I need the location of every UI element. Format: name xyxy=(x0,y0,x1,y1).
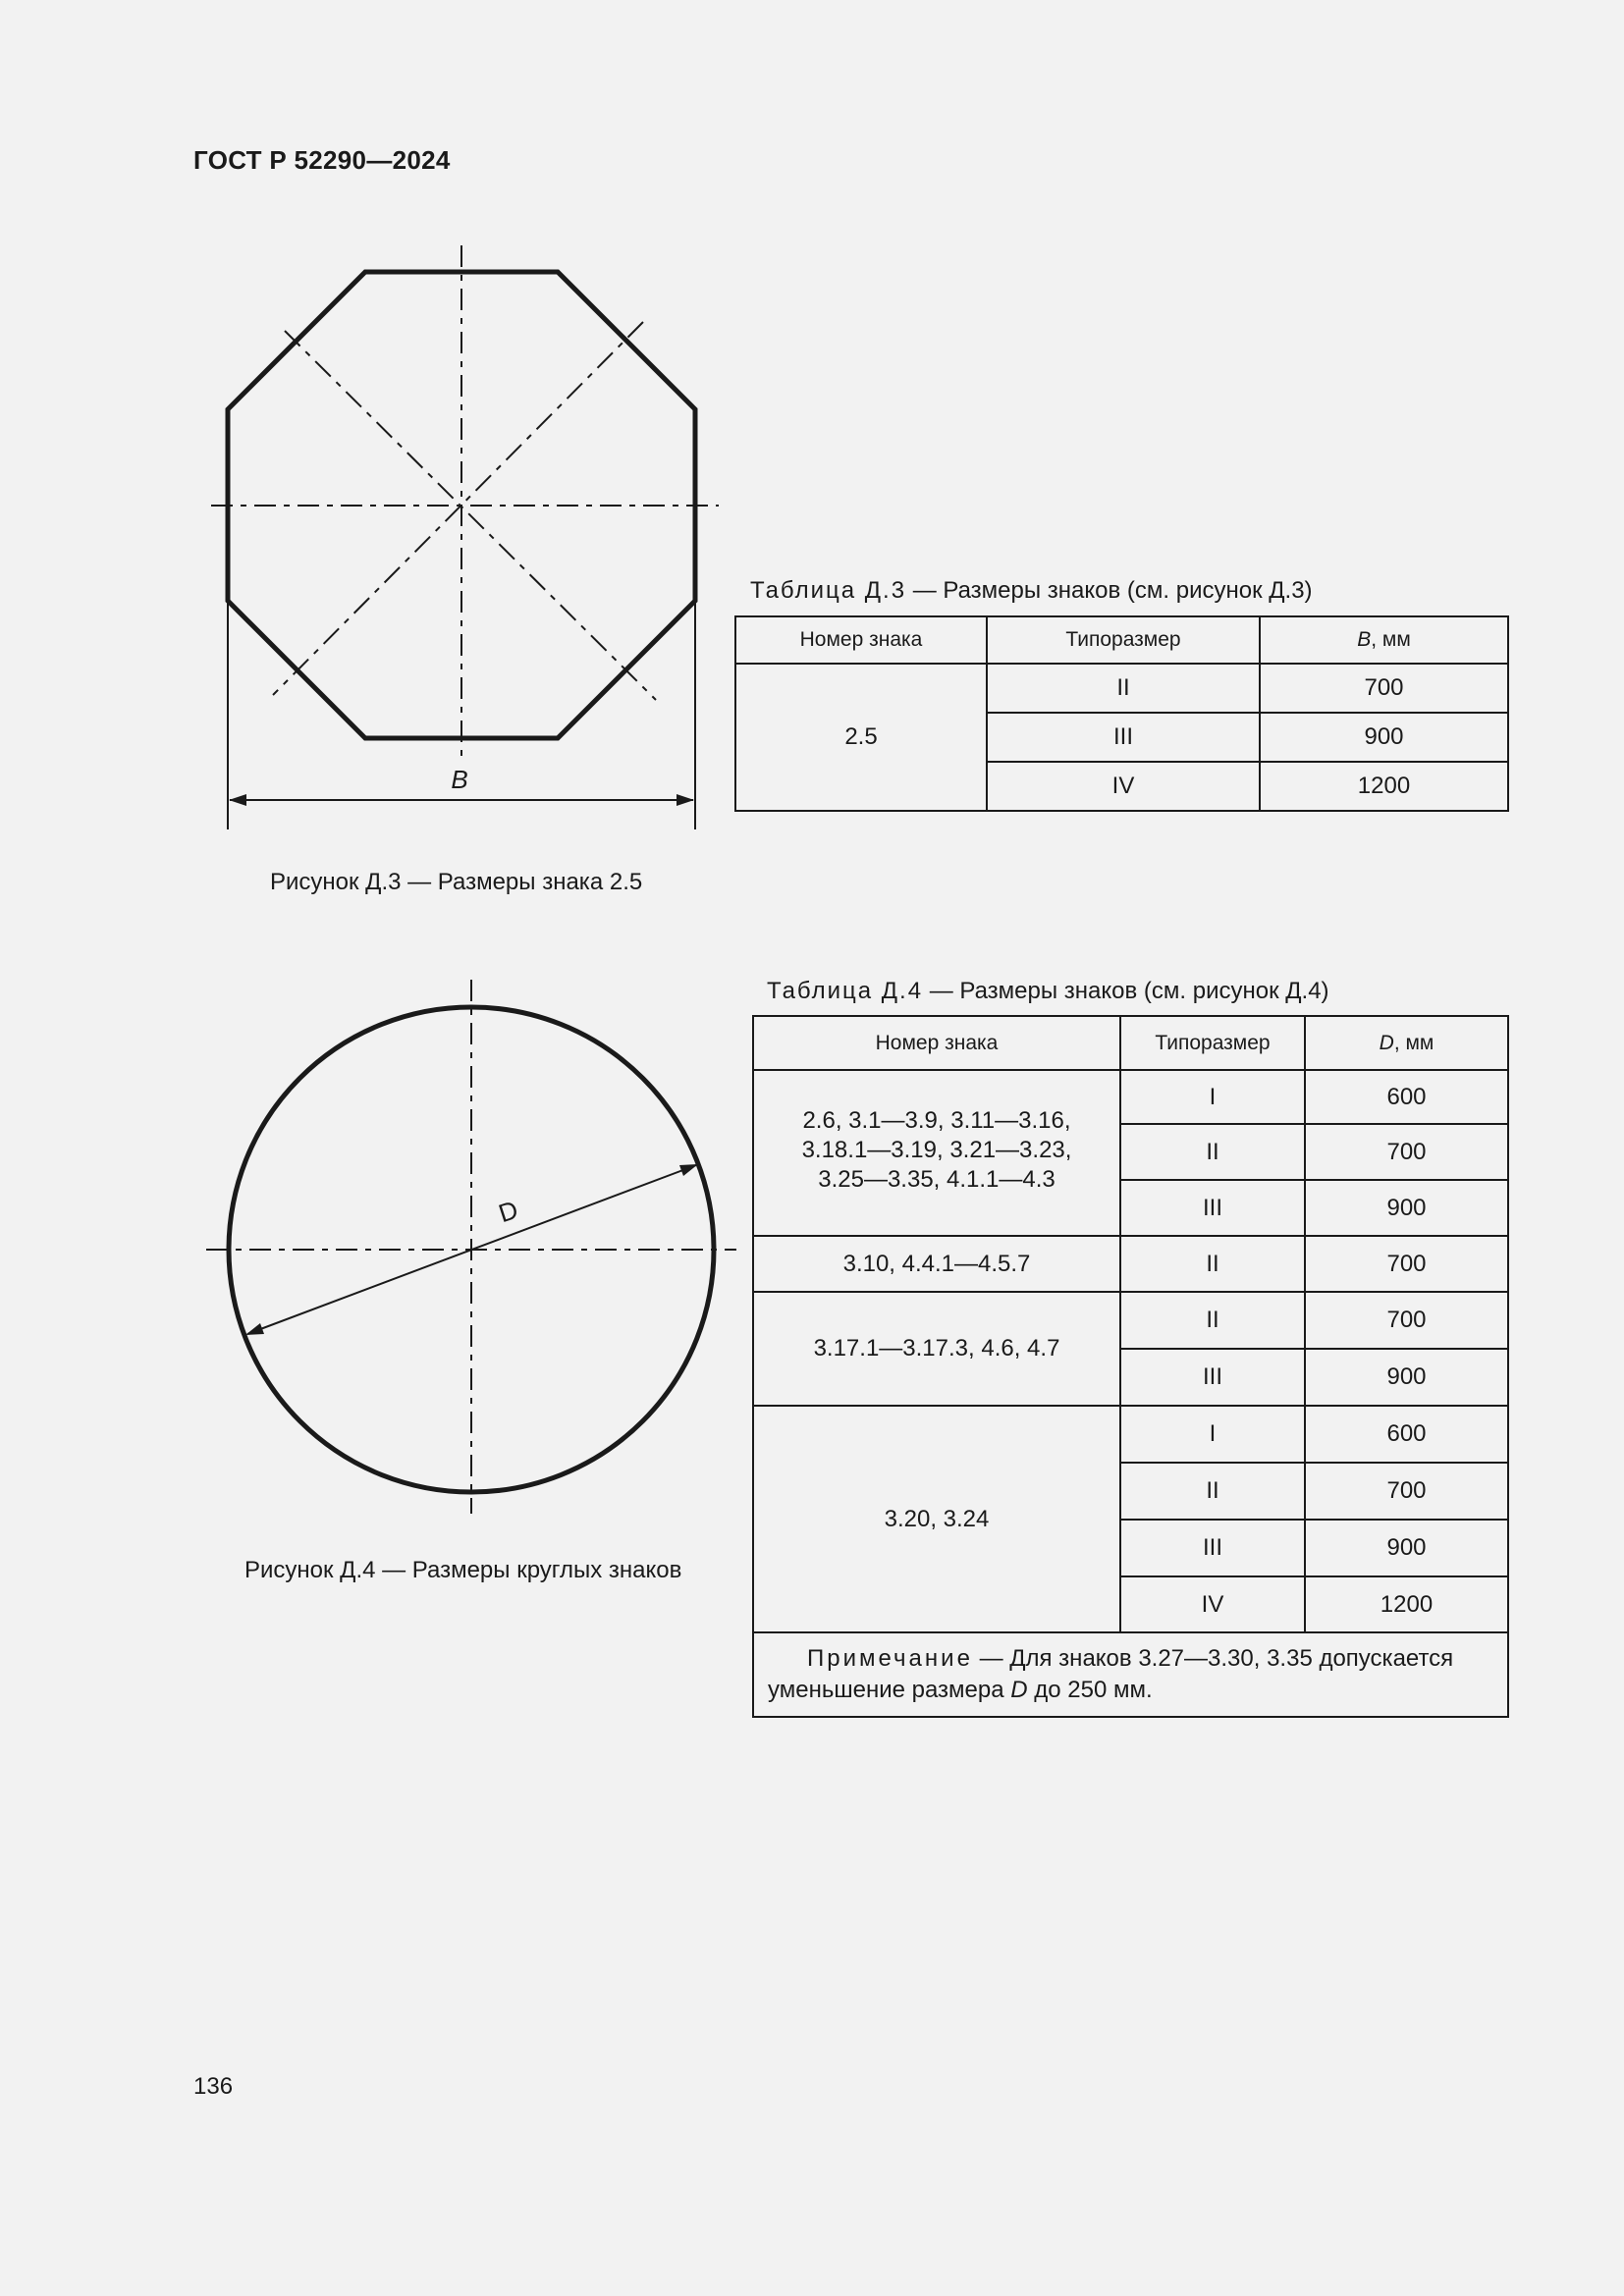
dimension-value-cell: 1200 xyxy=(1305,1576,1508,1632)
note-text-before: — Для знаков 3.27—3.30, 3.35 допускается уменьшение размера xyxy=(768,1645,1454,1703)
diagonal-axis-line xyxy=(285,331,656,700)
sign-number-line: 2.6, 3.1—3.9, 3.11—3.16, xyxy=(802,1107,1071,1134)
dimension-value-cell: 700 xyxy=(1305,1236,1508,1292)
size-type-cell: II xyxy=(1120,1236,1305,1292)
table-d3 xyxy=(734,615,1509,812)
dimension-unit: , мм xyxy=(1393,1031,1435,1054)
dimension-value-cell: 600 xyxy=(1305,1070,1508,1124)
size-type-cell: III xyxy=(1120,1349,1305,1406)
dimension-value-cell: 600 xyxy=(1305,1406,1508,1463)
dimension-value-cell: 700 xyxy=(1305,1463,1508,1520)
dimension-value-cell: 900 xyxy=(1305,1180,1508,1236)
dimension-value-cell: 700 xyxy=(1305,1124,1508,1180)
dimension-label-d: D xyxy=(495,1194,522,1229)
arrow-head-right xyxy=(677,794,694,806)
figure-d3-caption: Рисунок Д.3 — Размеры знака 2.5 xyxy=(270,869,643,895)
table-d3-caption xyxy=(750,577,1313,605)
size-type-cell: I xyxy=(1120,1070,1305,1124)
column-header-size-type: Типоразмер xyxy=(987,616,1260,664)
size-type-cell: I xyxy=(1120,1406,1305,1463)
size-type-cell: III xyxy=(987,713,1260,762)
page-number: 136 xyxy=(193,2073,234,2100)
sign-number-cell xyxy=(753,1070,1120,1236)
column-header-dimension xyxy=(1305,1016,1508,1070)
figure-d3-drawing xyxy=(211,245,719,829)
note-symbol: D xyxy=(1010,1677,1028,1703)
table-row xyxy=(753,1070,1508,1124)
sign-number-cell: 3.20, 3.24 xyxy=(753,1406,1120,1632)
dimension-symbol: B xyxy=(1357,628,1372,651)
dimension-value-cell: 700 xyxy=(1260,664,1508,713)
table-d3-caption-text: — Размеры знаков (см. рисунок Д.3) xyxy=(906,577,1313,604)
table-row xyxy=(753,1236,1508,1292)
table-row xyxy=(753,1292,1508,1349)
table-d3-caption-label: Таблица Д.3 xyxy=(750,577,907,604)
figure-d4-drawing xyxy=(206,980,736,1514)
dimension-value-cell: 900 xyxy=(1305,1520,1508,1576)
size-type-cell: IV xyxy=(987,762,1260,811)
dimension-label-b: B xyxy=(451,765,468,794)
column-header-dimension xyxy=(1260,616,1508,664)
dimension-unit: , мм xyxy=(1371,628,1411,651)
sign-number-cell: 3.17.1—3.17.3, 4.6, 4.7 xyxy=(753,1292,1120,1406)
size-type-cell: II xyxy=(987,664,1260,713)
table-row xyxy=(735,664,1508,713)
note-text-after: до 250 мм. xyxy=(1027,1677,1153,1703)
size-type-cell: II xyxy=(1120,1292,1305,1349)
dimension-value-cell: 900 xyxy=(1305,1349,1508,1406)
column-header-size-type: Типоразмер xyxy=(1120,1016,1305,1070)
table-row xyxy=(753,1406,1508,1463)
table-note-row xyxy=(753,1632,1508,1717)
column-header-sign-number: Номер знака xyxy=(735,616,987,664)
arrow-head-left xyxy=(229,794,246,806)
sign-number-cell: 2.5 xyxy=(735,664,987,811)
diagonal-axis-line xyxy=(273,322,643,695)
table-d4-caption-text: — Размеры знаков (см. рисунок Д.4) xyxy=(923,978,1329,1004)
size-type-cell: III xyxy=(1120,1180,1305,1236)
dimension-value-cell: 1200 xyxy=(1260,762,1508,811)
dimension-value-cell: 700 xyxy=(1305,1292,1508,1349)
note-label: Примечание xyxy=(807,1645,973,1672)
dimension-value-cell: 900 xyxy=(1260,713,1508,762)
document-header: ГОСТ Р 52290—2024 xyxy=(193,145,451,175)
arrow-head-lower xyxy=(245,1323,264,1335)
table-d4-caption-label: Таблица Д.4 xyxy=(767,978,924,1004)
table-d4-caption xyxy=(767,978,1329,1005)
table-d4 xyxy=(752,1015,1509,1718)
sign-number-line: 3.25—3.35, 4.1.1—4.3 xyxy=(818,1166,1056,1193)
size-type-cell: III xyxy=(1120,1520,1305,1576)
arrow-head-upper xyxy=(679,1164,698,1176)
column-header-sign-number: Номер знака xyxy=(753,1016,1120,1070)
figure-d4-caption: Рисунок Д.4 — Размеры круглых знаков xyxy=(244,1557,682,1583)
dimension-symbol: D xyxy=(1379,1031,1394,1054)
size-type-cell: IV xyxy=(1120,1576,1305,1632)
sign-number-cell: 3.10, 4.4.1—4.5.7 xyxy=(753,1236,1120,1292)
table-note xyxy=(753,1632,1508,1717)
size-type-cell: II xyxy=(1120,1124,1305,1180)
size-type-cell: II xyxy=(1120,1463,1305,1520)
sign-number-line: 3.18.1—3.19, 3.21—3.23, xyxy=(801,1137,1072,1163)
